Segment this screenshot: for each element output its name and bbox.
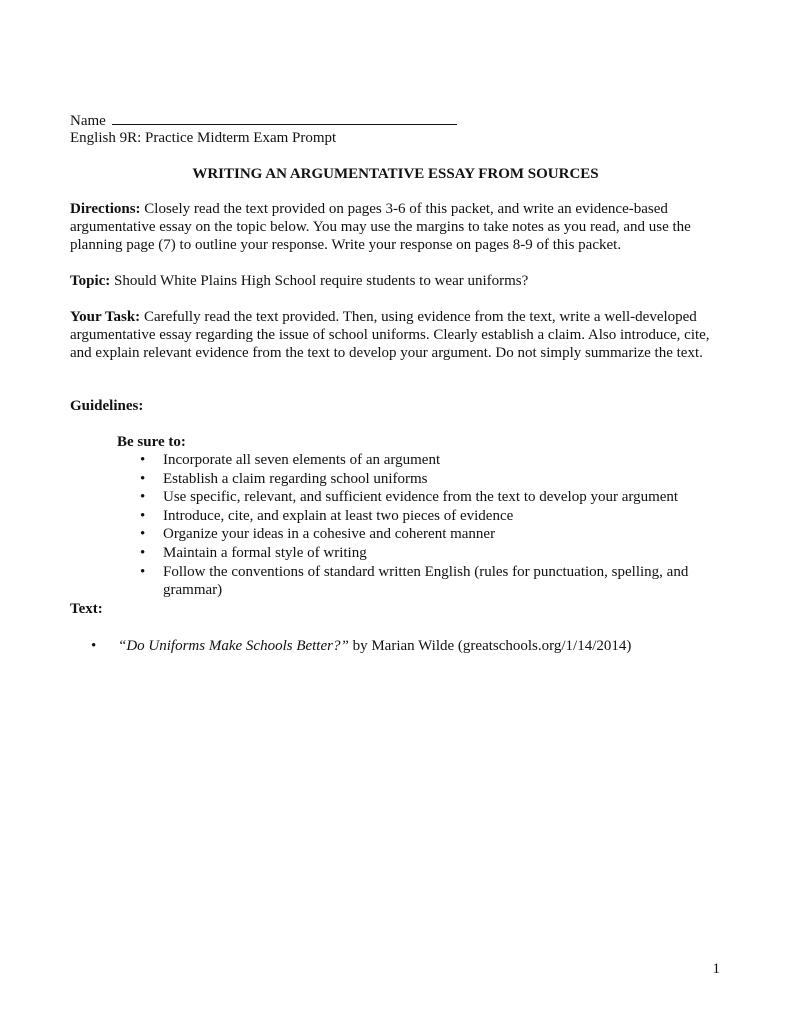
list-item: • Incorporate all seven elements of an argument: [140, 452, 441, 468]
topic-paragraph: [70, 272, 730, 290]
source-citation: [91, 637, 631, 655]
task-label: Your Task:: [70, 309, 141, 325]
source-details: by Marian Wilde (greatschools.org/1/14/2014): [348, 638, 632, 654]
bullet-icon: •: [140, 526, 146, 543]
bullet-icon: •: [140, 563, 146, 580]
bullet-icon: •: [140, 544, 146, 561]
list-item: • Use specific, relevant, and sufficient evidence from the text to develop your argument: [140, 489, 679, 506]
name-blank-line[interactable]: [112, 110, 457, 125]
list-item: • Establish a claim regarding school uniforms: [140, 470, 428, 487]
course-subtitle: English 9R: Practice Midterm Exam Prompt: [70, 130, 337, 146]
name-row: [70, 110, 457, 130]
topic-label: Topic:: [70, 273, 111, 289]
source-title: “Do Uniforms Make Schools Better?”: [118, 638, 349, 654]
directions-text: Closely read the text provided on pages 3-6 of this packet, and write an evidence-based argumentative essay on the topic below. You may use the margins to take notes as you read, and use the planning page (7) to outline your response. Write your response on pages 8-9 of this packet.: [70, 201, 691, 253]
list-item: • Introduce, cite, and explain at least two pieces of evidence: [140, 507, 514, 524]
list-item: • Organize your ideas in a cohesive and coherent manner: [140, 526, 496, 543]
guidelines-heading: Guidelines:: [70, 398, 144, 414]
list-item: • Follow the conventions of standard written English (rules for punctuation, spelling, and grammar): [140, 563, 689, 599]
directions-label: Directions:: [70, 201, 141, 217]
bullet-icon: •: [140, 470, 146, 487]
bullet-icon: •: [140, 507, 146, 524]
bullet-icon: •: [91, 638, 97, 654]
document-title: WRITING AN ARGUMENTATIVE ESSAY FROM SOURCES: [192, 166, 599, 182]
directions-paragraph: [70, 200, 730, 254]
bullet-icon: •: [140, 489, 146, 506]
bullet-icon: •: [140, 452, 146, 468]
be-sure-heading: Be sure to:: [117, 434, 186, 450]
name-label: Name: [70, 113, 106, 129]
topic-text: Should White Plains High School require students to wear uniforms?: [114, 273, 529, 289]
task-paragraph: [70, 308, 730, 362]
text-section-heading: Text:: [70, 601, 103, 617]
list-item: • Maintain a formal style of writing: [140, 544, 367, 561]
task-text: Carefully read the text provided. Then, using evidence from the text, write a well-developed argumentative essay regarding the issue of school uniforms. Clearly establish a claim. Also introduce, cite, and explain relevant evidence from the text to develop your argument. Do not simply summarize the text.: [70, 309, 710, 361]
guidelines-list: [140, 451, 730, 600]
page-number: 1: [712, 961, 720, 977]
